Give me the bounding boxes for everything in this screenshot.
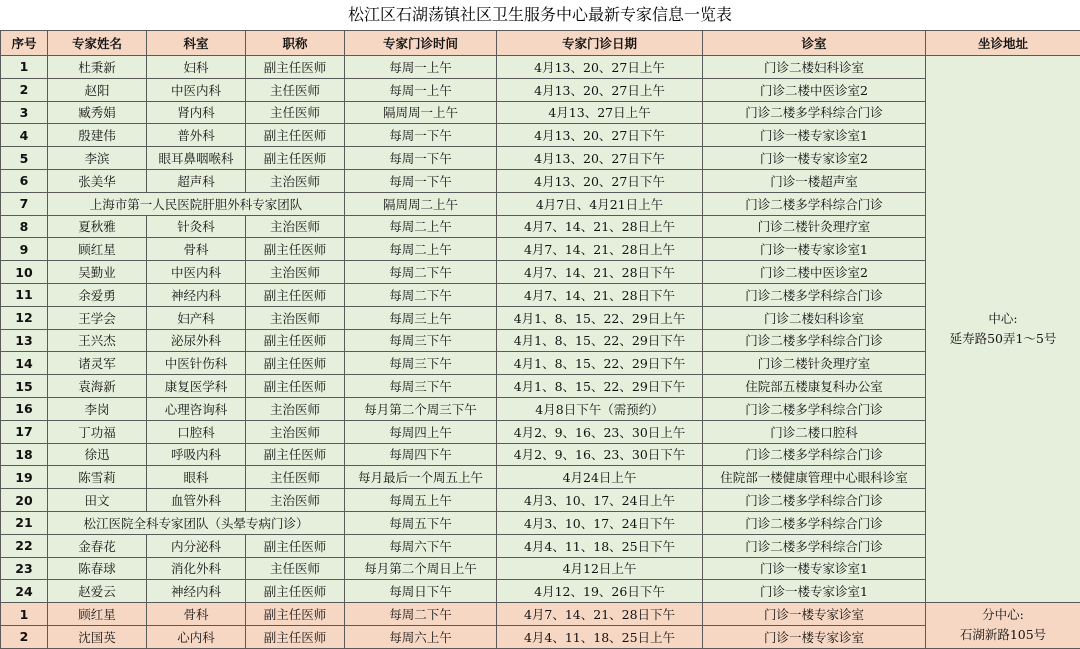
cell-date: 4月7、14、21、28日下午 xyxy=(497,603,703,626)
cell-room: 门诊一楼专家诊室2 xyxy=(703,147,926,170)
cell-room: 门诊二楼针灸理疗室 xyxy=(703,215,926,238)
cell-no: 21 xyxy=(1,511,48,534)
cell-room: 门诊二楼多学科综合门诊 xyxy=(703,511,926,534)
cell-room: 门诊二楼多学科综合门诊 xyxy=(703,397,926,420)
cell-dept: 妇产科 xyxy=(147,306,246,329)
cell-name: 沈国英 xyxy=(48,625,147,648)
cell-name: 诸灵军 xyxy=(48,352,147,375)
cell-time: 每周三下午 xyxy=(345,352,497,375)
cell-date: 4月3、10、17、24日上午 xyxy=(497,489,703,512)
cell-room: 门诊二楼针灸理疗室 xyxy=(703,352,926,375)
cell-time: 每周日下午 xyxy=(345,580,497,603)
cell-time: 每周一上午 xyxy=(345,56,497,79)
cell-date: 4月12日上午 xyxy=(497,557,703,580)
cell-name: 陈雪莉 xyxy=(48,466,147,489)
header-date: 专家门诊日期 xyxy=(497,31,703,56)
cell-date: 4月7、14、21、28日下午 xyxy=(497,283,703,306)
cell-dept: 超声科 xyxy=(147,169,246,192)
cell-room: 门诊一楼专家诊室 xyxy=(703,603,926,626)
cell-time: 隔周周一上午 xyxy=(345,101,497,124)
cell-dept: 普外科 xyxy=(147,124,246,147)
cell-no: 1 xyxy=(1,603,48,626)
cell-name: 李滨 xyxy=(48,147,147,170)
cell-title: 主任医师 xyxy=(246,466,345,489)
cell-name: 杜秉新 xyxy=(48,56,147,79)
cell-time: 每周二上午 xyxy=(345,238,497,261)
cell-title: 主治医师 xyxy=(246,261,345,284)
cell-dept: 神经内科 xyxy=(147,283,246,306)
table-row xyxy=(1,352,1080,375)
cell-name: 臧秀娟 xyxy=(48,101,147,124)
cell-title: 副主任医师 xyxy=(246,375,345,398)
table-row xyxy=(1,489,1080,512)
cell-time: 每周二下午 xyxy=(345,261,497,284)
cell-date: 4月13、20、27日下午 xyxy=(497,169,703,192)
cell-no: 2 xyxy=(1,625,48,648)
cell-title: 副主任医师 xyxy=(246,56,345,79)
cell-no: 7 xyxy=(1,192,48,215)
address-label: 中心: xyxy=(988,311,1018,327)
table-row xyxy=(1,147,1080,170)
cell-dept: 内分泌科 xyxy=(147,534,246,557)
cell-time: 每周三下午 xyxy=(345,375,497,398)
cell-title: 副主任医师 xyxy=(246,283,345,306)
table-row xyxy=(1,603,1080,626)
cell-time: 每周二下午 xyxy=(345,603,497,626)
table-row xyxy=(1,215,1080,238)
cell-time: 每周六上午 xyxy=(345,625,497,648)
cell-date: 4月7、14、21、28日上午 xyxy=(497,238,703,261)
cell-title: 主治医师 xyxy=(246,215,345,238)
cell-title: 主任医师 xyxy=(246,557,345,580)
cell-time: 每周三下午 xyxy=(345,329,497,352)
cell-title: 副主任医师 xyxy=(246,352,345,375)
expert-schedule-table xyxy=(0,30,1080,649)
cell-time: 每周一下午 xyxy=(345,147,497,170)
cell-title: 副主任医师 xyxy=(246,580,345,603)
table-row xyxy=(1,375,1080,398)
cell-title: 主治医师 xyxy=(246,306,345,329)
cell-no: 13 xyxy=(1,329,48,352)
cell-room: 门诊二楼多学科综合门诊 xyxy=(703,101,926,124)
cell-time: 每周三上午 xyxy=(345,306,497,329)
cell-no: 11 xyxy=(1,283,48,306)
cell-date: 4月2、9、16、23、30日下午 xyxy=(497,443,703,466)
cell-dept: 眼科 xyxy=(147,466,246,489)
cell-no: 24 xyxy=(1,580,48,603)
cell-room: 门诊二楼口腔科 xyxy=(703,420,926,443)
cell-date: 4月13、20、27日下午 xyxy=(497,124,703,147)
cell-time: 每周一上午 xyxy=(345,78,497,101)
table-row xyxy=(1,580,1080,603)
cell-dept: 肾内科 xyxy=(147,101,246,124)
cell-dept: 眼耳鼻咽喉科 xyxy=(147,147,246,170)
cell-name: 金春花 xyxy=(48,534,147,557)
cell-no: 10 xyxy=(1,261,48,284)
cell-date: 4月8日下午（需预约） xyxy=(497,397,703,420)
cell-title: 副主任医师 xyxy=(246,124,345,147)
cell-name: 赵阳 xyxy=(48,78,147,101)
cell-dept: 中医针伤科 xyxy=(147,352,246,375)
cell-dept: 呼吸内科 xyxy=(147,443,246,466)
cell-dept: 中医内科 xyxy=(147,261,246,284)
cell-date: 4月1、8、15、22、29日下午 xyxy=(497,352,703,375)
cell-no: 4 xyxy=(1,124,48,147)
cell-room: 住院部一楼健康管理中心眼科诊室 xyxy=(703,466,926,489)
cell-title: 副主任医师 xyxy=(246,329,345,352)
cell-name: 袁海新 xyxy=(48,375,147,398)
header-room: 诊室 xyxy=(703,31,926,56)
cell-room: 门诊二楼多学科综合门诊 xyxy=(703,489,926,512)
cell-title: 主任医师 xyxy=(246,101,345,124)
cell-name: 顾红星 xyxy=(48,603,147,626)
cell-no: 8 xyxy=(1,215,48,238)
cell-dept: 骨科 xyxy=(147,603,246,626)
cell-room: 门诊二楼中医诊室2 xyxy=(703,78,926,101)
cell-room: 住院部五楼康复科办公室 xyxy=(703,375,926,398)
cell-no: 9 xyxy=(1,238,48,261)
table-row xyxy=(1,534,1080,557)
cell-no: 3 xyxy=(1,101,48,124)
cell-name: 陈春球 xyxy=(48,557,147,580)
cell-no: 18 xyxy=(1,443,48,466)
table-row xyxy=(1,511,1080,534)
table-header-row xyxy=(1,31,1080,56)
table-row xyxy=(1,78,1080,101)
table-row xyxy=(1,420,1080,443)
cell-time: 每周二下午 xyxy=(345,283,497,306)
cell-time: 每周五上午 xyxy=(345,489,497,512)
cell-dept: 针灸科 xyxy=(147,215,246,238)
table-row xyxy=(1,56,1080,79)
table-row xyxy=(1,101,1080,124)
table-row xyxy=(1,329,1080,352)
cell-name: 李岗 xyxy=(48,397,147,420)
cell-room: 门诊二楼多学科综合门诊 xyxy=(703,534,926,557)
cell-time: 每周五下午 xyxy=(345,511,497,534)
cell-no: 22 xyxy=(1,534,48,557)
table-row xyxy=(1,124,1080,147)
cell-no: 17 xyxy=(1,420,48,443)
cell-date: 4月4、11、18、25日上午 xyxy=(497,625,703,648)
cell-date: 4月1、8、15、22、29日下午 xyxy=(497,329,703,352)
table-row xyxy=(1,443,1080,466)
cell-time: 每周一下午 xyxy=(345,169,497,192)
cell-room: 门诊二楼妇科诊室 xyxy=(703,306,926,329)
cell-team-name: 松江医院全科专家团队（头晕专病门诊） xyxy=(48,511,345,534)
cell-name: 殷建伟 xyxy=(48,124,147,147)
cell-name: 徐迅 xyxy=(48,443,147,466)
cell-title: 主任医师 xyxy=(246,78,345,101)
cell-room: 门诊二楼多学科综合门诊 xyxy=(703,329,926,352)
cell-name: 赵爱云 xyxy=(48,580,147,603)
cell-date: 4月2、9、16、23、30日上午 xyxy=(497,420,703,443)
cell-room: 门诊二楼多学科综合门诊 xyxy=(703,443,926,466)
cell-date: 4月1、8、15、22、29日下午 xyxy=(497,375,703,398)
cell-no: 16 xyxy=(1,397,48,420)
table-row xyxy=(1,261,1080,284)
cell-time: 每周二上午 xyxy=(345,215,497,238)
branch-center-rows xyxy=(1,603,1080,649)
cell-dept: 妇科 xyxy=(147,56,246,79)
cell-dept: 口腔科 xyxy=(147,420,246,443)
cell-date: 4月7、14、21、28日上午 xyxy=(497,215,703,238)
cell-no: 1 xyxy=(1,56,48,79)
cell-room: 门诊一楼超声室 xyxy=(703,169,926,192)
cell-title: 主治医师 xyxy=(246,489,345,512)
cell-title: 副主任医师 xyxy=(246,534,345,557)
cell-no: 12 xyxy=(1,306,48,329)
cell-name: 田文 xyxy=(48,489,147,512)
cell-room: 门诊一楼专家诊室1 xyxy=(703,124,926,147)
cell-no: 19 xyxy=(1,466,48,489)
cell-name: 王兴杰 xyxy=(48,329,147,352)
cell-title: 主治医师 xyxy=(246,169,345,192)
cell-room: 门诊二楼中医诊室2 xyxy=(703,261,926,284)
cell-time: 每月第二个周三下午 xyxy=(345,397,497,420)
cell-time: 每月最后一个周五上午 xyxy=(345,466,497,489)
header-no: 序号 xyxy=(1,31,48,56)
cell-title: 副主任医师 xyxy=(246,147,345,170)
cell-name: 张美华 xyxy=(48,169,147,192)
cell-date: 4月24日上午 xyxy=(497,466,703,489)
cell-dept: 心内科 xyxy=(147,625,246,648)
cell-dept: 康复医学科 xyxy=(147,375,246,398)
cell-name: 吴勤业 xyxy=(48,261,147,284)
address-value: 石湖新路105号 xyxy=(959,627,1047,643)
header-title: 职称 xyxy=(246,31,345,56)
cell-dept: 泌尿外科 xyxy=(147,329,246,352)
address-label: 分中心: xyxy=(982,607,1024,623)
cell-no: 5 xyxy=(1,147,48,170)
cell-title: 副主任医师 xyxy=(246,238,345,261)
cell-dept: 中医内科 xyxy=(147,78,246,101)
header-address: 坐诊地址 xyxy=(926,31,1080,56)
cell-name: 夏秋雅 xyxy=(48,215,147,238)
cell-time: 每月第二个周日上午 xyxy=(345,557,497,580)
cell-name: 顾红星 xyxy=(48,238,147,261)
cell-room: 门诊二楼多学科综合门诊 xyxy=(703,283,926,306)
cell-title: 主治医师 xyxy=(246,420,345,443)
cell-title: 副主任医师 xyxy=(246,443,345,466)
cell-address xyxy=(926,56,1080,603)
table-row xyxy=(1,557,1080,580)
table-row xyxy=(1,625,1080,648)
cell-no: 23 xyxy=(1,557,48,580)
cell-no: 20 xyxy=(1,489,48,512)
cell-no: 6 xyxy=(1,169,48,192)
cell-date: 4月13、20、27日上午 xyxy=(497,56,703,79)
cell-date: 4月13、20、27日上午 xyxy=(497,78,703,101)
cell-room: 门诊二楼妇科诊室 xyxy=(703,56,926,79)
cell-time: 每周四上午 xyxy=(345,420,497,443)
cell-room: 门诊一楼专家诊室1 xyxy=(703,557,926,580)
cell-time: 每周一下午 xyxy=(345,124,497,147)
cell-date: 4月13、27日上午 xyxy=(497,101,703,124)
cell-title: 主治医师 xyxy=(246,397,345,420)
cell-dept: 消化外科 xyxy=(147,557,246,580)
cell-room: 门诊二楼多学科综合门诊 xyxy=(703,192,926,215)
cell-dept: 神经内科 xyxy=(147,580,246,603)
cell-date: 4月12、19、26日下午 xyxy=(497,580,703,603)
cell-name: 丁功福 xyxy=(48,420,147,443)
cell-title: 副主任医师 xyxy=(246,603,345,626)
header-time: 专家门诊时间 xyxy=(345,31,497,56)
cell-title: 副主任医师 xyxy=(246,625,345,648)
cell-date: 4月7、14、21、28日下午 xyxy=(497,261,703,284)
cell-time: 每周六下午 xyxy=(345,534,497,557)
cell-dept: 骨科 xyxy=(147,238,246,261)
address-value: 延寿路50弄1～5号 xyxy=(949,331,1057,347)
cell-no: 15 xyxy=(1,375,48,398)
table-row xyxy=(1,397,1080,420)
cell-dept: 心理咨询科 xyxy=(147,397,246,420)
cell-name: 王学会 xyxy=(48,306,147,329)
cell-date: 4月3、10、17、24日下午 xyxy=(497,511,703,534)
cell-address xyxy=(926,603,1080,649)
table-row xyxy=(1,169,1080,192)
cell-team-name: 上海市第一人民医院肝胆外科专家团队 xyxy=(48,192,345,215)
table-row xyxy=(1,466,1080,489)
cell-room: 门诊一楼专家诊室 xyxy=(703,625,926,648)
cell-date: 4月4、11、18、25日下午 xyxy=(497,534,703,557)
table-row xyxy=(1,192,1080,215)
table-row xyxy=(1,238,1080,261)
cell-room: 门诊一楼专家诊室1 xyxy=(703,580,926,603)
cell-time: 隔周周二上午 xyxy=(345,192,497,215)
header-name: 专家姓名 xyxy=(48,31,147,56)
cell-date: 4月1、8、15、22、29日上午 xyxy=(497,306,703,329)
cell-date: 4月7日、4月21日上午 xyxy=(497,192,703,215)
cell-no: 2 xyxy=(1,78,48,101)
cell-dept: 血管外科 xyxy=(147,489,246,512)
cell-no: 14 xyxy=(1,352,48,375)
main-center-rows xyxy=(1,56,1080,603)
table-row xyxy=(1,306,1080,329)
table-row xyxy=(1,283,1080,306)
header-dept: 科室 xyxy=(147,31,246,56)
cell-name: 余爱勇 xyxy=(48,283,147,306)
cell-date: 4月13、20、27日下午 xyxy=(497,147,703,170)
cell-room: 门诊一楼专家诊室1 xyxy=(703,238,926,261)
cell-time: 每周四下午 xyxy=(345,443,497,466)
page-title: 松江区石湖荡镇社区卫生服务中心最新专家信息一览表 xyxy=(347,5,732,24)
